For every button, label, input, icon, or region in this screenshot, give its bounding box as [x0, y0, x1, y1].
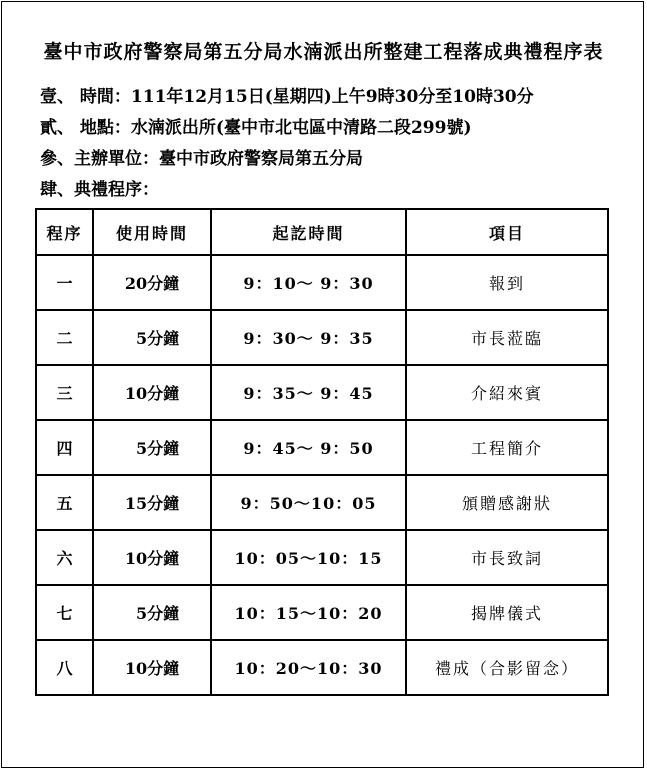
row-duration: 5分鐘: [93, 585, 211, 640]
info-location: 貳、 地點：水湳派出所(臺中市北屯區中清路二段299號): [40, 118, 472, 138]
row-order: 五: [36, 475, 93, 530]
row-order: 六: [36, 530, 93, 585]
table-row: [36, 365, 608, 420]
row-order: 八: [36, 640, 93, 695]
table-header-row: [36, 209, 608, 255]
row-time-range: 9：10～ 9：30: [211, 255, 406, 310]
header-duration: 使用時間: [93, 209, 211, 255]
row-time-range: 10：15～10：20: [211, 585, 406, 640]
row-item: 頒贈感謝狀: [406, 475, 608, 530]
row-item: 介紹來賓: [406, 365, 608, 420]
row-time-range: 9：35～ 9：45: [211, 365, 406, 420]
info-time: 壹、 時間：111年12月15日(星期四)上午9時30分至10時30分: [40, 87, 534, 107]
row-item: 市長致詞: [406, 530, 608, 585]
row-order: 四: [36, 420, 93, 475]
row-order: 一: [36, 255, 93, 310]
row-time-range: 9：45～ 9：50: [211, 420, 406, 475]
row-order: 七: [36, 585, 93, 640]
table-row: [36, 530, 608, 585]
table-row: [36, 310, 608, 365]
row-item: 揭牌儀式: [406, 585, 608, 640]
header-time-range: 起訖時間: [211, 209, 406, 255]
row-duration: 20分鐘: [93, 255, 211, 310]
table-row: [36, 475, 608, 530]
table-row: [36, 255, 608, 310]
row-item: 市長蒞臨: [406, 310, 608, 365]
table-row: [36, 640, 608, 695]
row-time-range: 10：05～10：15: [211, 530, 406, 585]
table-row: [36, 420, 608, 475]
row-time-range: 9：50～10：05: [211, 475, 406, 530]
row-time-range: 10：20～10：30: [211, 640, 406, 695]
table-row: [36, 585, 608, 640]
row-duration: 10分鐘: [93, 530, 211, 585]
program-table: [35, 208, 609, 696]
row-time-range: 9：30～ 9：35: [211, 310, 406, 365]
row-duration: 10分鐘: [93, 365, 211, 420]
info-organizer: 參、主辦單位：臺中市政府警察局第五分局: [40, 149, 363, 169]
row-duration: 5分鐘: [93, 310, 211, 365]
row-order: 二: [36, 310, 93, 365]
row-duration: 15分鐘: [93, 475, 211, 530]
header-order: 程序: [36, 209, 93, 255]
row-duration: 10分鐘: [93, 640, 211, 695]
row-item: 工程簡介: [406, 420, 608, 475]
row-order: 三: [36, 365, 93, 420]
document-title: 臺中市政府警察局第五分局水湳派出所整建工程落成典禮程序表: [43, 41, 604, 63]
row-item: 報到: [406, 255, 608, 310]
info-program-heading: 肆、典禮程序：: [40, 180, 159, 200]
row-duration: 5分鐘: [93, 420, 211, 475]
header-item: 項目: [406, 209, 608, 255]
row-item: 禮成（合影留念）: [406, 640, 608, 695]
